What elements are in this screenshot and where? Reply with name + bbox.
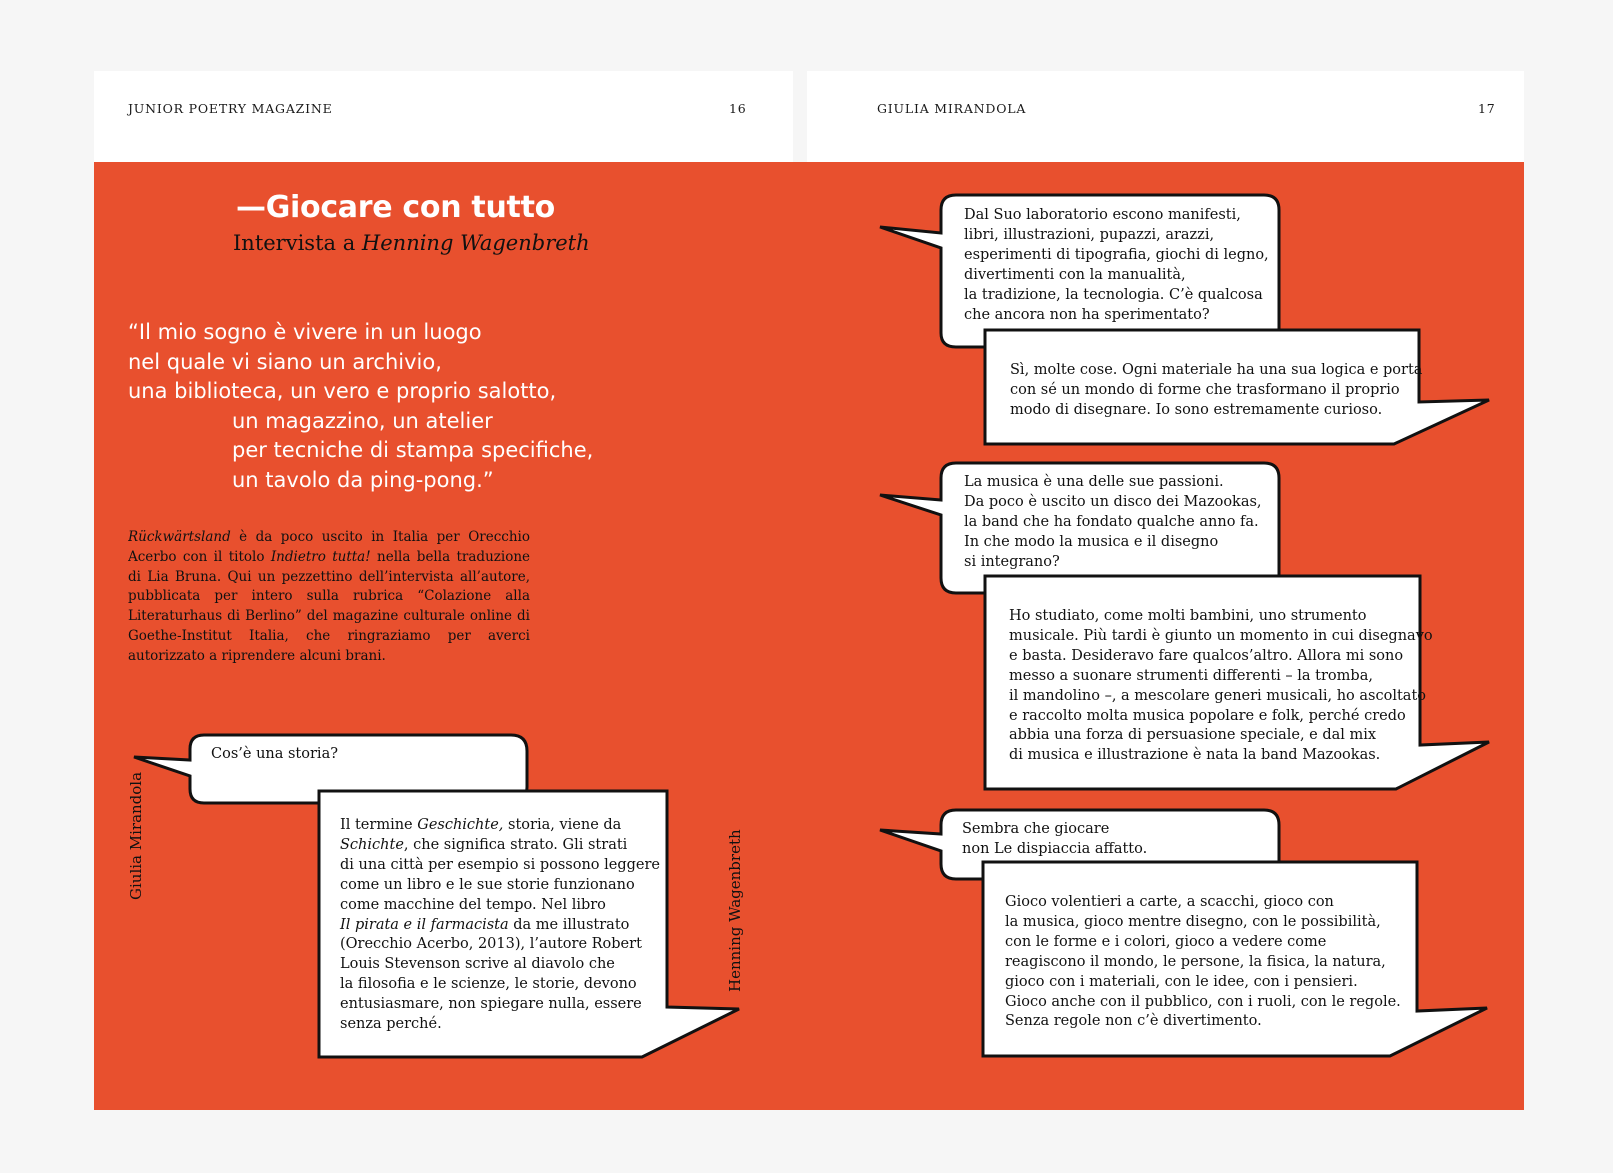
- subtitle-prefix: Intervista a: [233, 231, 362, 255]
- answer-line: Gioco anche con il pubblico, con i ruoli, con le regole.: [1005, 993, 1401, 1010]
- answer-line: modo di disegnare. Io sono estremamente curioso.: [1010, 401, 1383, 418]
- answer-line: e raccolto molta musica popolare e folk, perché credo: [1009, 707, 1406, 724]
- question-2-text: [964, 206, 1269, 325]
- question-line: La musica è una delle sue passioni.: [964, 474, 1224, 490]
- answer-line: di musica e illustrazione è nata la band Mazookas.: [1009, 747, 1381, 764]
- answer-line: di una città per esempio si possono leggere: [340, 856, 661, 873]
- answer-line: entusiasmare, non spiegare nulla, essere: [340, 996, 642, 1013]
- quote-line: per tecniche di stampa specifiche,: [232, 438, 594, 462]
- answer-2-text: [1010, 361, 1422, 421]
- left-page-number: 16: [729, 101, 747, 116]
- question-4-text: [962, 820, 1147, 860]
- answer-text: Il termine: [340, 817, 418, 833]
- question-line: la band che ha fondato qualche anno fa.: [964, 513, 1259, 530]
- answer-line: messo a suonare strumenti differenti – la tromba,: [1009, 667, 1373, 684]
- answer-line: la musica, gioco mentre disegno, con le possibilità,: [1005, 913, 1381, 930]
- answer-line: con sé un mondo di forme che trasformano il proprio: [1010, 381, 1400, 398]
- answer-line: [340, 816, 660, 836]
- answer-line: con le forme e i colori, gioco a vedere come: [1005, 933, 1327, 950]
- answer-italic-term: Schichte: [340, 836, 404, 853]
- question-3-text: [964, 473, 1262, 573]
- intro-italian-title: Indietro tutta!: [270, 548, 371, 565]
- intro-text-part2: nella bella traduzione di Lia Bruna. Qui un pezzettino dell’intervista all’autore, pubblicata per intero sulla rubrica “Colazione alla Literaturhaus di Berlino” del magazine culturale online di Goethe-Institut Italia, che ringraziamo per averci autorizzato a riprendere alcuni brani.: [128, 548, 530, 664]
- intro-paragraph: [128, 528, 530, 667]
- right-header-title: GIULIA MIRANDOLA: [877, 101, 1027, 116]
- answer-line: come macchine del tempo. Nel libro: [340, 896, 606, 913]
- article-title: —Giocare con tutto: [236, 190, 555, 225]
- quote-line: una biblioteca, un vero e proprio salotto,: [128, 379, 557, 403]
- question-line: Da poco è uscito un disco dei Mazookas,: [964, 493, 1262, 510]
- answer-line: Sì, molte cose. Ogni materiale ha una sua logica e porta: [1010, 362, 1423, 378]
- answer-italic-title: Il pirata e il farmacista: [340, 916, 509, 933]
- question-line: si integrano?: [964, 553, 1060, 570]
- question-line: la tradizione, la tecnologia. C’è qualcosa: [964, 286, 1263, 303]
- answer-line: la filosofia e le scienze, le storie, devono: [340, 976, 637, 993]
- quote-line: nel quale vi siano un archivio,: [128, 349, 442, 374]
- answer-line: abbia una forza di persuasione speciale, e dal mix: [1009, 727, 1377, 744]
- answer-text: storia, viene da: [503, 817, 622, 833]
- subtitle-name: Henning Wagenbreth: [361, 231, 590, 255]
- question-line: non Le dispiaccia affatto.: [962, 840, 1148, 857]
- question-line: In che modo la musica e il disegno: [964, 533, 1219, 550]
- question-line: libri, illustrazioni, pupazzi, arazzi,: [964, 226, 1215, 243]
- interviewee-label: Henning Wagenbreth: [726, 829, 744, 992]
- question-1-text: Cos’è una storia?: [211, 746, 338, 762]
- right-page-number: 17: [1478, 101, 1496, 116]
- quote-line: un tavolo da ping-pong.”: [232, 467, 494, 492]
- answer-italic-term: Geschichte,: [417, 817, 504, 833]
- answer-line: [340, 916, 660, 936]
- answer-line: senza perché.: [340, 1016, 442, 1033]
- answer-line: Senza regole non c’è divertimento.: [1005, 1013, 1262, 1030]
- question-line: Dal Suo laboratorio escono manifesti,: [964, 207, 1241, 223]
- answer-line: come un libro e le sue storie funzionano: [340, 876, 635, 893]
- answer-line: Louis Stevenson scrive al diavolo che: [340, 956, 615, 973]
- answer-line: e basta. Desideravo fare qualcos’altro. Allora mi sono: [1009, 647, 1404, 664]
- answer-line: reagiscono il mondo, le persone, la fisica, la natura,: [1005, 953, 1386, 970]
- answer-line: gioco con i materiali, con le idee, con i pensieri.: [1005, 973, 1358, 990]
- question-line: esperimenti di tipografia, giochi di legno,: [964, 246, 1269, 263]
- pull-quote: [128, 318, 593, 495]
- answer-4-text: [1005, 893, 1401, 1032]
- article-subtitle: [233, 231, 590, 255]
- answer-1-text: [340, 816, 660, 1035]
- question-line: che ancora non ha sperimentato?: [964, 306, 1210, 323]
- quote-line: “Il mio sogno è vivere in un luogo: [128, 320, 482, 344]
- answer-line: [340, 836, 660, 856]
- answer-line: musicale. Più tardi è giunto un momento in cui disegnavo: [1009, 627, 1433, 644]
- interviewer-label: Giulia Mirandola: [127, 771, 145, 900]
- answer-line: Gioco volentieri a carte, a scacchi, gioco con: [1005, 894, 1334, 910]
- question-line: divertimenti con la manualità,: [964, 266, 1186, 283]
- answer-line: (Orecchio Acerbo, 2013), l’autore Robert: [340, 936, 642, 953]
- answer-text: , che significa strato. Gli strati: [403, 836, 628, 853]
- answer-line: Ho studiato, come molti bambini, uno strumento: [1009, 608, 1367, 624]
- question-line: Sembra che giocare: [962, 821, 1110, 837]
- quote-line: un magazzino, un atelier: [232, 408, 493, 433]
- left-header-title: JUNIOR POETRY MAGAZINE: [128, 101, 333, 116]
- intro-text-part1: è da poco uscito in Italia per Orecchio Acerbo con il titolo: [128, 529, 530, 565]
- answer-3-text: [1009, 607, 1433, 766]
- intro-book-title: Rückwärtsland: [128, 529, 231, 545]
- answer-line: il mandolino –, a mescolare generi musicali, ho ascoltato: [1009, 687, 1426, 704]
- answer-text: da me illustrato: [508, 916, 630, 933]
